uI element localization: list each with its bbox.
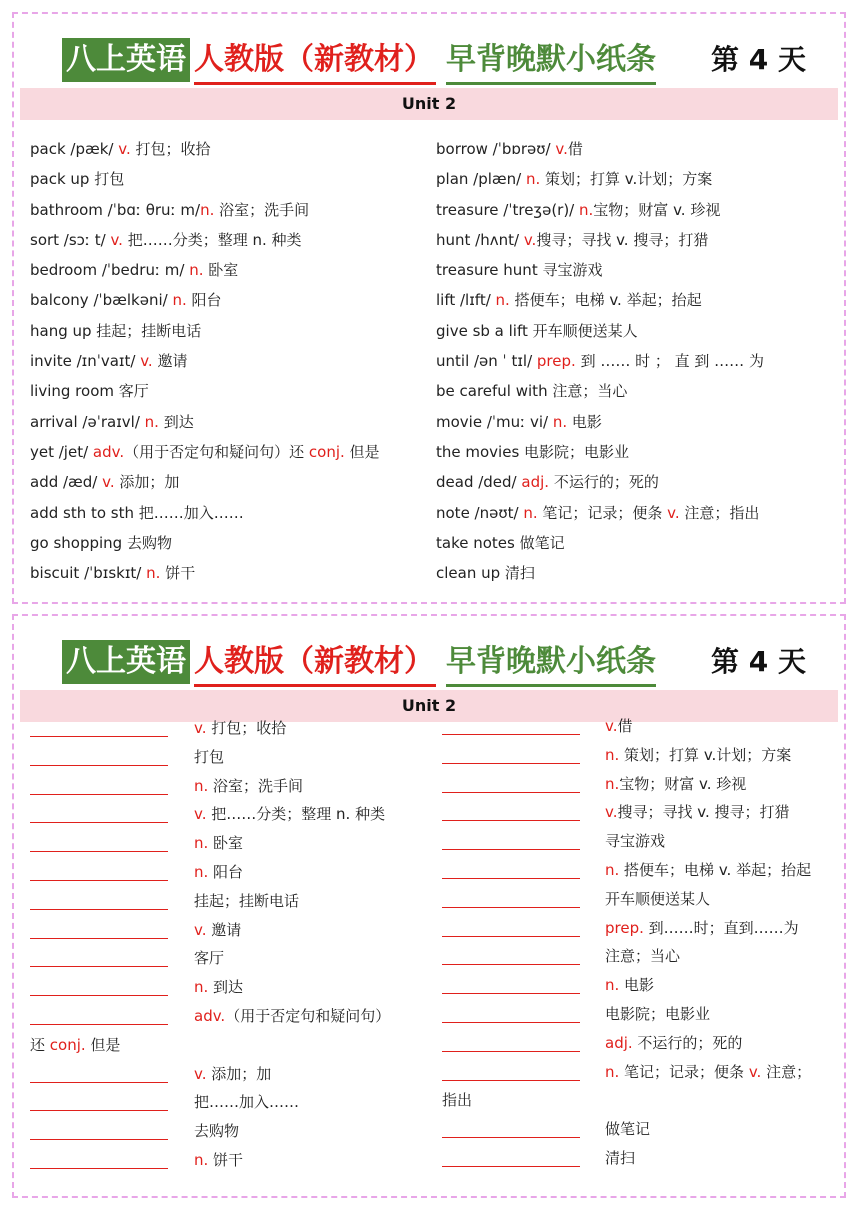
vocab-entry: [436, 498, 836, 528]
entry-meaning: 但是: [344, 442, 380, 461]
vocab-entry: [436, 558, 836, 588]
answer-blank[interactable]: [30, 1024, 168, 1025]
part-of-speech: conj.: [49, 1035, 86, 1054]
entry-text: add sth to sth 把……加入……: [30, 503, 244, 522]
entry-text: the movies 电影院；电影业: [436, 442, 630, 461]
vocab-entry: [30, 437, 426, 467]
practice-meaning: [194, 743, 224, 772]
part-of-speech: n.: [523, 503, 538, 522]
entry-text: treasure /ˈtreʒə(r)/: [436, 200, 580, 219]
vocab-entry: [436, 407, 836, 437]
entry-meaning: 借: [617, 717, 633, 735]
entry-meaning: （用于否定句和疑问句）还: [124, 442, 309, 461]
entry-meaning: 饼干: [160, 564, 196, 583]
practice-meaning: [194, 772, 303, 801]
entry-meaning: 挂起；挂断电话: [194, 891, 300, 910]
answer-blank[interactable]: [442, 1080, 580, 1081]
part-of-speech: n.: [579, 200, 594, 219]
answer-blank[interactable]: [30, 822, 168, 823]
part-of-speech: n.: [605, 1062, 620, 1081]
part-of-speech: prep.: [536, 352, 576, 371]
entry-meaning: 打包: [194, 747, 225, 766]
entry-meaning: 邀请: [206, 920, 242, 939]
practice-meaning: [605, 1000, 710, 1029]
answer-blank[interactable]: [442, 964, 580, 965]
answer-blank[interactable]: [442, 792, 580, 793]
title-part1: 八上英语: [62, 640, 190, 684]
entry-meaning: 但是: [85, 1035, 121, 1054]
entry-meaning: 策划；打算 v.计划；方案: [540, 170, 713, 189]
answer-blank[interactable]: [30, 1139, 168, 1140]
answer-blank[interactable]: [442, 820, 580, 821]
part-of-speech: v.: [110, 230, 123, 249]
practice-meaning: [194, 1117, 239, 1146]
answer-blank[interactable]: [30, 765, 168, 766]
answer-blank[interactable]: [30, 938, 168, 939]
practice-meaning: [605, 856, 811, 885]
entry-text: borrow /ˈbɒrəʊ/: [436, 140, 556, 158]
part-of-speech: v.: [555, 140, 568, 158]
answer-blank[interactable]: [30, 1110, 168, 1111]
vocab-entry: [30, 195, 426, 225]
entry-meaning: 卧室: [203, 261, 239, 280]
entry-text: sort /sɔː t/: [30, 230, 111, 249]
vocab-entry: [30, 498, 426, 528]
vocab-entry: [436, 467, 836, 497]
entry-text: biscuit /ˈbɪskɪt/: [30, 564, 147, 583]
vocab-entry: [30, 376, 426, 406]
entry-text: bathroom /ˈbɑː θruː m/: [30, 200, 201, 219]
answer-blank[interactable]: [30, 1168, 168, 1169]
part-of-speech: n.: [495, 291, 510, 310]
practice-meaning: [605, 942, 680, 971]
part-of-speech: v.: [667, 503, 680, 522]
entry-meaning: 笔记；记录；便条: [619, 1062, 749, 1081]
entry-text: plan /plæn/: [436, 170, 526, 189]
practice-meaning: [605, 798, 790, 827]
entry-meaning: 寻宝游戏: [605, 832, 666, 851]
answer-blank[interactable]: [442, 993, 580, 994]
entry-meaning: （用于否定句和疑问句）: [225, 1007, 391, 1025]
practice-meaning: [194, 887, 299, 916]
practice-meaning: [194, 800, 385, 829]
answer-blank[interactable]: [442, 734, 580, 735]
practice-meaning: [194, 1146, 243, 1175]
practice-meaning: [194, 944, 224, 973]
vocab-entry: [436, 285, 836, 315]
practice-meaning: [605, 1058, 811, 1087]
practice-meaning: [30, 1031, 120, 1060]
vocab-entry: [30, 225, 426, 255]
vocab-column-left: [30, 134, 426, 588]
answer-blank[interactable]: [30, 966, 168, 967]
entry-meaning: 到……时；直到……为: [643, 918, 799, 937]
practice-meaning: [194, 858, 243, 887]
entry-text: be careful with 注意；当心: [436, 382, 628, 401]
entry-meaning: 打包；收拾: [206, 719, 287, 737]
title-part2: 人教版（新教材）: [194, 38, 436, 85]
day-label: 第 4 天: [711, 43, 806, 76]
part-of-speech: n.: [552, 412, 568, 431]
part-of-speech: n.: [605, 861, 620, 879]
entry-text: bedroom /ˈbedruː m/: [30, 261, 190, 280]
part-of-speech: n.: [146, 564, 161, 583]
practice-meaning: [605, 827, 665, 856]
entry-meaning: 把……加入……: [194, 1093, 300, 1112]
entry-text: give sb a lift 开车顺便送某人: [436, 321, 638, 340]
answer-blank[interactable]: [442, 1166, 580, 1167]
vocab-entry: [436, 134, 836, 164]
entry-meaning: 把……分类；整理 n. 种类: [122, 230, 302, 249]
entry-text: until /ən ˈ tɪl/: [436, 352, 537, 371]
practice-meaning: [194, 973, 243, 1002]
entry-meaning: 添加；加: [114, 473, 180, 492]
vocab-card-practice: [12, 614, 846, 1198]
entry-meaning: 去购物: [194, 1122, 240, 1141]
entry-text: hunt /hʌnt/: [436, 230, 524, 249]
entry-text: balcony /ˈbælkəni/: [30, 291, 173, 310]
part-of-speech: n.: [605, 774, 620, 793]
practice-meaning: [605, 885, 710, 914]
entry-meaning: 不运行的；死的: [632, 1033, 743, 1052]
part-of-speech: prep.: [605, 918, 644, 937]
entry-meaning: 注意；指出: [679, 503, 760, 522]
answer-blank[interactable]: [442, 878, 580, 879]
unit-bar: Unit 2: [20, 690, 838, 722]
part-of-speech: v.: [140, 352, 153, 371]
entry-text: go shopping 去购物: [30, 533, 172, 552]
answer-blank[interactable]: [30, 880, 168, 881]
practice-meaning: [605, 741, 791, 770]
part-of-speech: v.: [194, 1064, 207, 1083]
vocab-entry: [30, 467, 426, 497]
part-of-speech: n.: [194, 978, 209, 997]
entry-text: 还: [30, 1035, 50, 1054]
vocab-entry: [436, 528, 836, 558]
vocab-entry: [30, 285, 426, 315]
practice-meaning: [605, 1144, 635, 1173]
entry-meaning: 搜寻；寻找 v. 搜寻；打猎: [536, 230, 709, 249]
entry-text: note /nəʊt/: [436, 503, 524, 522]
entry-meaning: 搭便车；电梯 v. 举起；抬起: [619, 861, 812, 879]
entry-meaning: 浴室；洗手间: [208, 776, 304, 795]
practice-meaning: [605, 914, 799, 943]
vocab-entry: [436, 346, 836, 376]
entry-meaning: 打包；收拾: [130, 140, 211, 158]
part-of-speech: n.: [194, 1151, 209, 1169]
answer-blank[interactable]: [30, 1082, 168, 1083]
vocab-entry: [436, 164, 836, 194]
title-part2: 人教版（新教材）: [194, 640, 436, 687]
vocab-entry: [30, 346, 426, 376]
entry-meaning: 阳台: [208, 863, 244, 881]
entry-text: treasure hunt 寻宝游戏: [436, 261, 603, 280]
practice-meaning: [194, 1060, 271, 1089]
answer-blank[interactable]: [30, 909, 168, 910]
entry-meaning: 注意；: [761, 1062, 812, 1081]
answer-blank[interactable]: [30, 736, 168, 737]
day-label: 第 4 天: [711, 645, 806, 678]
entry-meaning: 把……分类；整理 n. 种类: [206, 805, 386, 824]
entry-meaning: 搭便车；电梯 v. 举起；抬起: [509, 291, 702, 310]
part-of-speech: conj.: [308, 442, 345, 461]
unit-bar: Unit 2: [20, 88, 838, 120]
entry-meaning: 客厅: [194, 949, 225, 968]
practice-meaning: [605, 770, 746, 799]
entry-meaning: 清扫: [605, 1149, 636, 1167]
entry-text: pack up 打包: [30, 170, 125, 189]
entry-text: clean up 清扫: [436, 564, 535, 583]
practice-meaning: [194, 829, 243, 858]
entry-meaning: 笔记；记录；便条: [537, 503, 668, 522]
practice-meaning: 指出: [442, 1091, 473, 1110]
part-of-speech: n.: [200, 200, 215, 219]
entry-meaning: 到 …… 时 ； 直 到 …… 为: [575, 352, 764, 371]
entry-meaning: 添加；加: [206, 1064, 272, 1083]
vocab-entry: [30, 407, 426, 437]
practice-meaning: [194, 1088, 299, 1117]
part-of-speech: n.: [605, 976, 620, 995]
entry-meaning: 卧室: [208, 834, 244, 853]
vocab-entry: [436, 255, 836, 285]
vocab-entry: [30, 134, 426, 164]
entry-text: add /æd/: [30, 473, 103, 492]
vocab-entry: [436, 195, 836, 225]
title-row: [14, 616, 844, 688]
entry-text: dead /ded/: [436, 473, 522, 492]
title-part3: 早背晚默小纸条: [446, 640, 656, 687]
answer-blank[interactable]: [442, 1051, 580, 1052]
part-of-speech: adj.: [605, 1033, 633, 1052]
vocab-card-reference: [12, 12, 846, 604]
practice-meaning: [605, 971, 654, 1000]
vocab-entry: [30, 528, 426, 558]
entry-meaning: 不运行的；死的: [549, 473, 659, 492]
entry-meaning: 宝物；财富 v. 珍视: [619, 774, 747, 793]
part-of-speech: n.: [189, 261, 204, 280]
entry-text: arrival /əˈraɪvl/: [30, 412, 145, 431]
vocab-entry: [30, 558, 426, 588]
part-of-speech: adv.: [92, 442, 125, 461]
answer-blank[interactable]: [442, 1137, 580, 1138]
practice-meaning: [194, 714, 286, 743]
answer-blank[interactable]: [442, 907, 580, 908]
answer-blank[interactable]: [30, 851, 168, 852]
entry-meaning: 注意；当心: [605, 947, 681, 966]
entry-text: lift /lɪft/: [436, 291, 496, 310]
title-row: [14, 14, 844, 86]
vocab-entry: [436, 316, 836, 346]
entry-meaning: 电影院；电影业: [605, 1005, 711, 1023]
entry-meaning: 电影: [567, 412, 602, 431]
entry-meaning: 阳台: [186, 291, 222, 310]
practice-meaning: [605, 712, 633, 741]
entry-meaning: 浴室；洗手间: [214, 200, 310, 219]
answer-blank[interactable]: [30, 995, 168, 996]
answer-blank[interactable]: [30, 794, 168, 795]
entry-text: pack /pæk/: [30, 140, 119, 158]
part-of-speech: n.: [194, 863, 209, 881]
practice-meaning: [605, 1029, 742, 1058]
vocab-entry: [30, 316, 426, 346]
entry-meaning: 策划；打算 v.计划；方案: [619, 745, 792, 764]
part-of-speech: v.: [194, 805, 207, 824]
part-of-speech: v.: [102, 473, 115, 492]
part-of-speech: n.: [194, 776, 209, 795]
part-of-speech: n.: [605, 745, 620, 764]
practice-meaning: [194, 916, 241, 945]
part-of-speech: v.: [605, 717, 618, 735]
entry-meaning: 到达: [208, 978, 244, 997]
vocab-entry: [30, 164, 426, 194]
entry-meaning: 开车顺便送某人: [605, 889, 711, 908]
entry-meaning: 做笔记: [605, 1120, 651, 1139]
entry-meaning: 到达: [158, 412, 194, 431]
title-part1: 八上英语: [62, 38, 190, 82]
entry-meaning: 借: [567, 140, 583, 158]
part-of-speech: v.: [605, 803, 618, 822]
part-of-speech: adj.: [521, 473, 550, 492]
part-of-speech: v.: [523, 230, 537, 249]
part-of-speech: n.: [194, 834, 209, 853]
entry-meaning: 宝物；财富 v. 珍视: [593, 200, 721, 219]
answer-blank[interactable]: [442, 763, 580, 764]
entry-meaning: 邀请: [152, 352, 188, 371]
title-part3: 早背晚默小纸条: [446, 38, 656, 85]
entry-text: living room 客厅: [30, 382, 149, 401]
part-of-speech: v.: [748, 1062, 762, 1081]
entry-meaning: 搜寻；寻找 v. 搜寻；打猎: [617, 803, 790, 822]
part-of-speech: adv.: [194, 1007, 226, 1025]
answer-blank[interactable]: [442, 936, 580, 937]
entry-text: hang up 挂起；挂断电话: [30, 321, 202, 340]
vocab-column-right: [436, 134, 836, 588]
vocab-entry: [30, 255, 426, 285]
answer-blank[interactable]: [442, 849, 580, 850]
part-of-speech: n.: [144, 412, 159, 431]
entry-text: take notes 做笔记: [436, 533, 565, 552]
vocab-entry: [436, 225, 836, 255]
practice-meaning: [605, 1115, 650, 1144]
vocab-entry: [436, 376, 836, 406]
entry-meaning: 电影: [619, 976, 655, 995]
entry-text: invite /ɪnˈvaɪt/: [30, 352, 141, 371]
answer-blank[interactable]: [442, 1022, 580, 1023]
entry-text: yet /jet/: [30, 442, 93, 461]
part-of-speech: v.: [194, 719, 207, 737]
part-of-speech: v.: [194, 920, 207, 939]
part-of-speech: n.: [525, 170, 541, 189]
entry-text: movie /ˈmuː vi/: [436, 412, 553, 431]
entry-meaning: 饼干: [208, 1151, 244, 1169]
practice-meaning: [194, 1002, 390, 1031]
part-of-speech: v.: [118, 140, 131, 158]
vocab-entry: [436, 437, 836, 467]
part-of-speech: n.: [172, 291, 187, 310]
